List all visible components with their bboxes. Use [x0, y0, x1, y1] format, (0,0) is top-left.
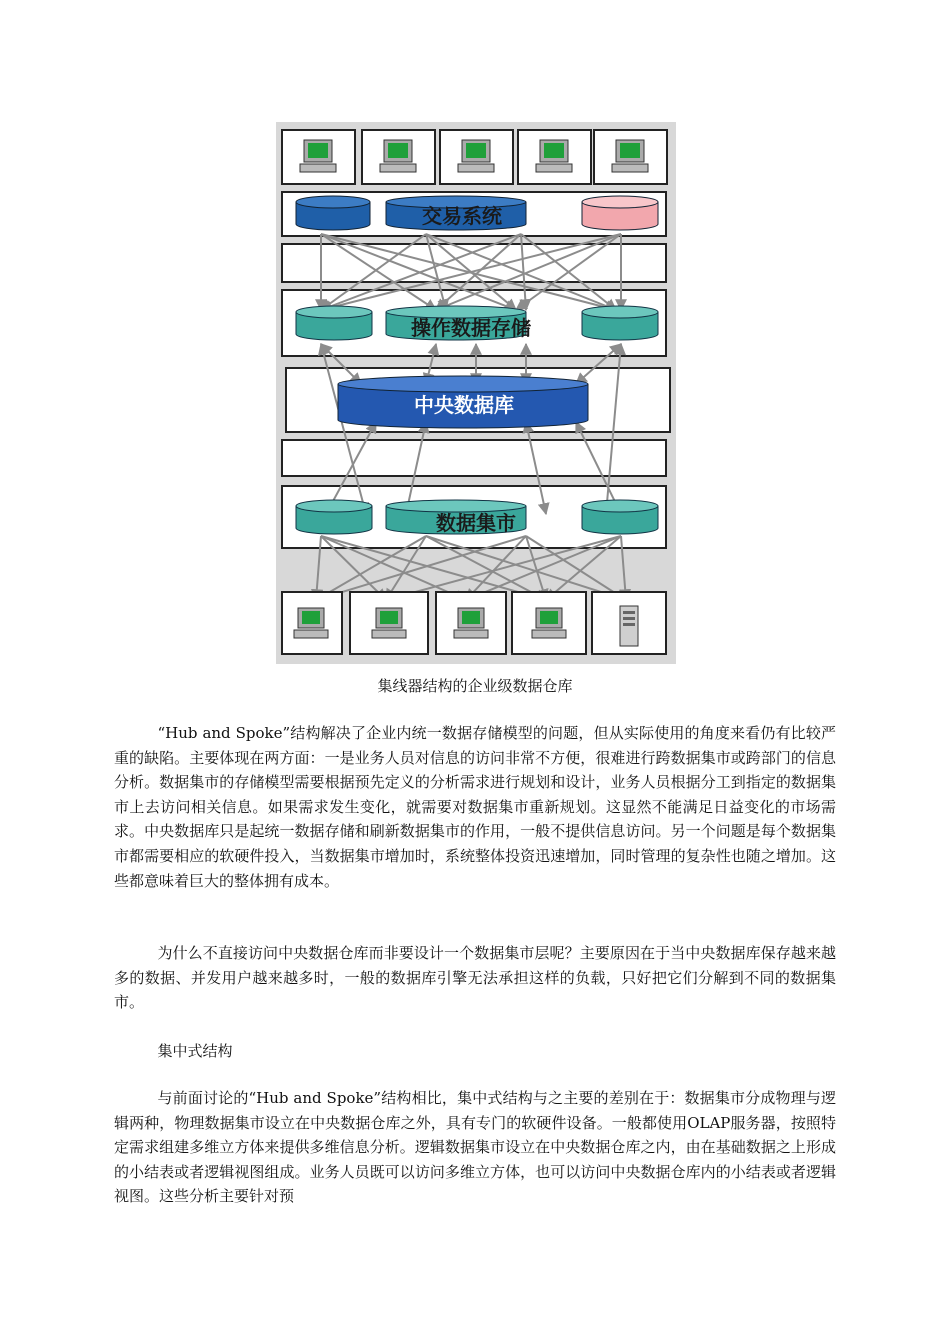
- ods-label: 操作数据存储: [411, 316, 531, 340]
- central-database-label: 中央数据库: [414, 393, 514, 417]
- server-icon: [620, 606, 638, 646]
- hub-and-spoke-diagram: [276, 122, 676, 664]
- section-heading-centralized: 集中式结构: [157, 1042, 233, 1060]
- paragraph-centralized-structure: 与前面讨论的“Hub and Spoke”结构相比，集中式结构与之主要的差别在于：数据集市分成物理与逻辑两种，物理数据集市设立在中央数据仓库之外，具有专门的软硬件设备。一般都使用OLAP服务器，按照特定需求组建多维立方体来提供多维信息分析。逻辑数据集市设立在中央数据仓库之内，由在基础数据之上形成的小结表或者逻辑视图组成。业务人员既可以访问多维立方体，也可以访问中央数据仓库内的小结表或者逻辑视图。这些分析主要针对预: [114, 1089, 836, 1206]
- paragraph-hub-spoke-drawbacks: “Hub and Spoke”结构解决了企业内统一数据存储模型的问题，但从实际使用的角度来看仍有比较严重的缺陷。主要体现在两方面：一是业务人员对信息的访问非常不方便，很难进行跨数据集市或跨部门的信息分析。数据集市的存储模型需要根据预先定义的分析需求进行规划和设计，业务人员根据分工到指定的数据集市上去访问相关信息。如果需求发生变化，就需要对数据集市重新规划。这显然不能满足日益变化的市场需求。中央数据库只是起统一数据存储和刷新数据集市的作用，一般不提供信息访问。另一个问题是每个数据集市都需要相应的软硬件投入，当数据集市增加时，系统整体投资迅速增加，同时管理的复杂性也随之增加。这些都意味着巨大的整体拥有成本。: [114, 724, 836, 890]
- datamart-label: 数据集市: [436, 511, 516, 535]
- transaction-system-label: 交易系统: [422, 204, 502, 228]
- figure-caption: 集线器结构的企业级数据仓库: [377, 677, 573, 695]
- paragraph-why-datamart: 为什么不直接访问中央数据仓库而非要设计一个数据集市层呢？主要原因在于当中央数据库保存越来越多的数据、并发用户越来越多时，一般的数据库引擎无法承担这样的负载，只好把它们分解到不同的数据集市。: [114, 944, 836, 1012]
